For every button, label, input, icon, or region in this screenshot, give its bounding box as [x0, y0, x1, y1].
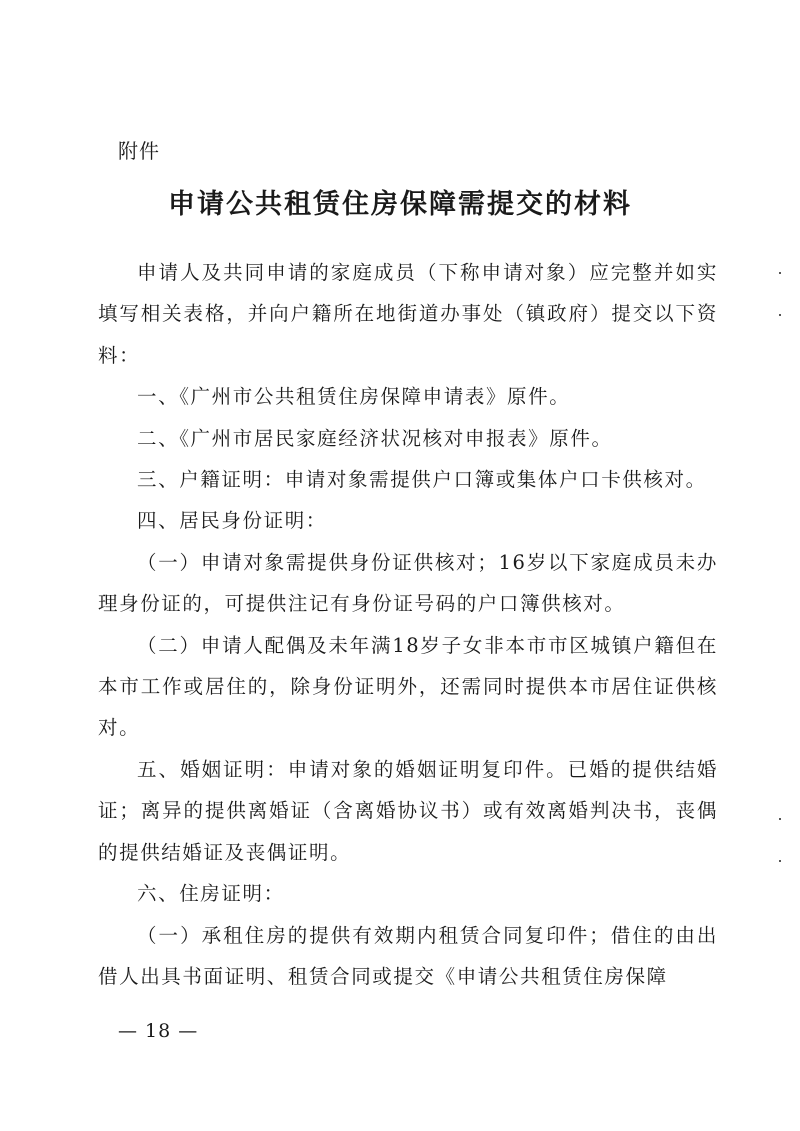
paragraph-intro: 申请人及共同申请的家庭成员（下称申请对象）应完整并如实填写相关表格，并向户籍所在地街道办事处（镇政府）提交以下资料： [98, 261, 718, 367]
paragraph-item-2: 二、《广州市居民家庭经济状况核对申报表》原件。 [137, 426, 613, 450]
paragraph-item-4: 四、居民身份证明： [137, 509, 327, 533]
document-title: 申请公共租赁住房保障需提交的材料 [168, 189, 632, 220]
paragraph-item-6: 六、住房证明： [137, 882, 285, 906]
scan-speck [779, 818, 781, 820]
document-body [98, 252, 718, 997]
scan-speck [779, 272, 781, 274]
paragraph-item-4-1: （一）申请对象需提供身份证供核对；16岁以下家庭成员未办理身份证的，可提供注记有身份证号码的户口簿供核对。 [98, 550, 718, 616]
page-number: — 18 — [118, 1020, 199, 1042]
paragraph-item-4-2: （二）申请人配偶及未年满18岁子女非本市市区城镇户籍但在本市工作或居住的，除身份证明外，还需同时提供本市居住证供核对。 [98, 633, 718, 740]
attachment-label: 附件 [118, 139, 160, 163]
scan-speck [779, 860, 781, 862]
scan-speck [779, 314, 781, 316]
paragraph-item-5: 五、婚姻证明：申请对象的婚姻证明复印件。已婚的提供结婚证；离异的提供离婚证（含离婚协议书）或有效离婚判决书，丧偶的提供结婚证及丧偶证明。 [98, 757, 718, 864]
paragraph-item-1: 一、《广州市公共租赁住房保障申请表》原件。 [137, 385, 571, 409]
paragraph-item-3: 三、户籍证明：申请对象需提供户口簿或集体户口卡供核对。 [137, 468, 707, 492]
paragraph-item-6-1: （一）承租住房的提供有效期内租赁合同复印件；借住的由出借人出具书面证明、租赁合同或提交《申请公共租赁住房保障 [98, 923, 718, 988]
